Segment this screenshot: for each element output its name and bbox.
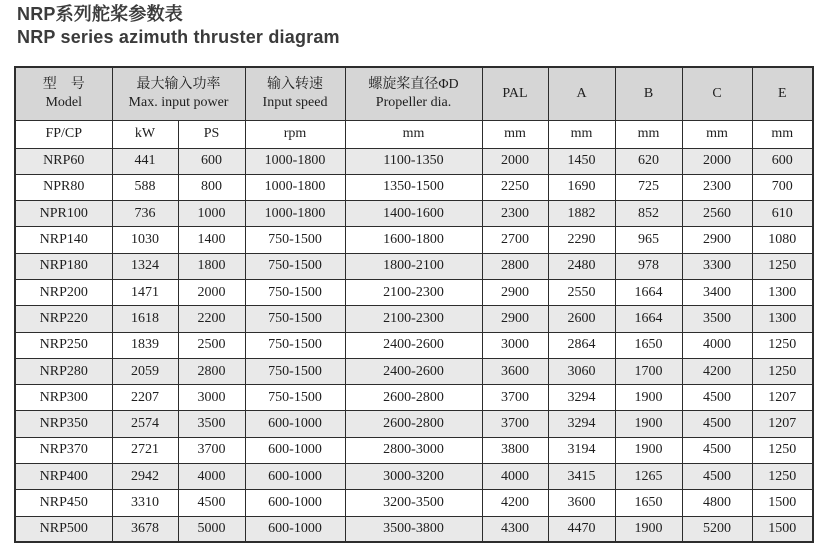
value-cell: 2800 — [482, 253, 548, 279]
value-cell: 1400-1600 — [345, 201, 482, 227]
model-cell: NRP350 — [15, 411, 112, 437]
value-cell: 2400-2600 — [345, 332, 482, 358]
value-cell: 750-1500 — [245, 306, 345, 332]
value-cell: 3000-3200 — [345, 464, 482, 490]
model-cell: NPR80 — [15, 174, 112, 200]
value-cell: 600-1000 — [245, 464, 345, 490]
value-cell: 3060 — [548, 358, 615, 384]
page-title — [0, 0, 830, 49]
value-cell: 2574 — [112, 411, 178, 437]
value-cell: 4470 — [548, 516, 615, 542]
value-cell: 600 — [178, 148, 245, 174]
value-cell: 1450 — [548, 148, 615, 174]
value-cell: 1618 — [112, 306, 178, 332]
value-cell: 3500 — [682, 306, 752, 332]
value-cell: 610 — [752, 201, 813, 227]
value-cell: 1300 — [752, 279, 813, 305]
value-cell: 1690 — [548, 174, 615, 200]
value-cell: 4200 — [482, 490, 548, 516]
value-cell: 2200 — [178, 306, 245, 332]
title-chinese: NRP系列舵桨参数表 — [17, 4, 184, 24]
value-cell: 1324 — [112, 253, 178, 279]
value-cell: 3400 — [682, 279, 752, 305]
value-cell: 3300 — [682, 253, 752, 279]
unit-cell: kW — [112, 120, 178, 148]
value-cell: 5000 — [178, 516, 245, 542]
value-cell: 1500 — [752, 516, 813, 542]
table-row — [15, 201, 813, 227]
value-cell: 1250 — [752, 253, 813, 279]
value-cell: 2721 — [112, 437, 178, 463]
table-row — [15, 148, 813, 174]
parameters-table — [14, 66, 814, 543]
table-row — [15, 227, 813, 253]
value-cell: 2290 — [548, 227, 615, 253]
value-cell: 5200 — [682, 516, 752, 542]
value-cell: 1265 — [615, 464, 682, 490]
value-cell: 3800 — [482, 437, 548, 463]
value-cell: 1000-1800 — [245, 201, 345, 227]
value-cell: 2600-2800 — [345, 385, 482, 411]
value-cell: 2250 — [482, 174, 548, 200]
value-cell: 2560 — [682, 201, 752, 227]
value-cell: 3700 — [178, 437, 245, 463]
value-cell: 2550 — [548, 279, 615, 305]
value-cell: 3294 — [548, 385, 615, 411]
value-cell: 2500 — [178, 332, 245, 358]
header-row — [15, 67, 813, 120]
value-cell: 4800 — [682, 490, 752, 516]
value-cell: 2900 — [482, 279, 548, 305]
value-cell: 2100-2300 — [345, 279, 482, 305]
value-cell: 1471 — [112, 279, 178, 305]
unit-cell: mm — [548, 120, 615, 148]
model-cell: NRP180 — [15, 253, 112, 279]
value-cell: 2600 — [548, 306, 615, 332]
table-header — [15, 67, 813, 148]
table-row — [15, 279, 813, 305]
header-model: 型 号 Model — [15, 67, 112, 120]
value-cell: 4000 — [482, 464, 548, 490]
model-cell: NRP140 — [15, 227, 112, 253]
value-cell: 4000 — [178, 464, 245, 490]
value-cell: 1250 — [752, 332, 813, 358]
table-row — [15, 253, 813, 279]
unit-cell: mm — [482, 120, 548, 148]
value-cell: 2800-3000 — [345, 437, 482, 463]
value-cell: 978 — [615, 253, 682, 279]
unit-cell: mm — [752, 120, 813, 148]
value-cell: 2800 — [178, 358, 245, 384]
value-cell: 2864 — [548, 332, 615, 358]
value-cell: 3000 — [482, 332, 548, 358]
unit-cell: mm — [682, 120, 752, 148]
value-cell: 1700 — [615, 358, 682, 384]
value-cell: 750-1500 — [245, 253, 345, 279]
value-cell: 750-1500 — [245, 227, 345, 253]
units-row — [15, 120, 813, 148]
unit-cell: mm — [615, 120, 682, 148]
value-cell: 1500 — [752, 490, 813, 516]
unit-cell: mm — [345, 120, 482, 148]
value-cell: 620 — [615, 148, 682, 174]
value-cell: 1080 — [752, 227, 813, 253]
value-cell: 2900 — [482, 306, 548, 332]
value-cell: 600-1000 — [245, 516, 345, 542]
value-cell: 441 — [112, 148, 178, 174]
value-cell: 4500 — [682, 437, 752, 463]
value-cell: 1882 — [548, 201, 615, 227]
header-pal: PAL — [482, 67, 548, 120]
header-a: A — [548, 67, 615, 120]
value-cell: 3310 — [112, 490, 178, 516]
header-propeller-dia: 螺旋桨直径ΦD Propeller dia. — [345, 67, 482, 120]
value-cell: 2900 — [682, 227, 752, 253]
model-cell: NRP200 — [15, 279, 112, 305]
value-cell: 3294 — [548, 411, 615, 437]
value-cell: 3000 — [178, 385, 245, 411]
header-c: C — [682, 67, 752, 120]
value-cell: 3700 — [482, 411, 548, 437]
model-cell: NRP220 — [15, 306, 112, 332]
value-cell: 3600 — [548, 490, 615, 516]
model-cell: NRP250 — [15, 332, 112, 358]
table-body — [15, 148, 813, 542]
value-cell: 600-1000 — [245, 411, 345, 437]
value-cell: 3200-3500 — [345, 490, 482, 516]
value-cell: 725 — [615, 174, 682, 200]
value-cell: 2480 — [548, 253, 615, 279]
value-cell: 3700 — [482, 385, 548, 411]
value-cell: 4200 — [682, 358, 752, 384]
value-cell: 1839 — [112, 332, 178, 358]
table-row — [15, 516, 813, 542]
value-cell: 750-1500 — [245, 332, 345, 358]
value-cell: 1900 — [615, 516, 682, 542]
value-cell: 1650 — [615, 490, 682, 516]
model-cell: NRP450 — [15, 490, 112, 516]
value-cell: 1900 — [615, 411, 682, 437]
value-cell: 3500 — [178, 411, 245, 437]
value-cell: 1300 — [752, 306, 813, 332]
value-cell: 1100-1350 — [345, 148, 482, 174]
value-cell: 4500 — [682, 385, 752, 411]
value-cell: 1800 — [178, 253, 245, 279]
value-cell: 800 — [178, 174, 245, 200]
value-cell: 4500 — [178, 490, 245, 516]
value-cell: 3600 — [482, 358, 548, 384]
header-max-input-power: 最大输入功率 Max. input power — [112, 67, 245, 120]
value-cell: 1350-1500 — [345, 174, 482, 200]
value-cell: 1000-1800 — [245, 148, 345, 174]
value-cell: 2300 — [482, 201, 548, 227]
table-row — [15, 306, 813, 332]
value-cell: 1207 — [752, 385, 813, 411]
value-cell: 750-1500 — [245, 385, 345, 411]
value-cell: 750-1500 — [245, 279, 345, 305]
table-row — [15, 437, 813, 463]
unit-cell: FP/CP — [15, 120, 112, 148]
value-cell: 600 — [752, 148, 813, 174]
value-cell: 700 — [752, 174, 813, 200]
value-cell: 736 — [112, 201, 178, 227]
table-row — [15, 174, 813, 200]
value-cell: 600-1000 — [245, 490, 345, 516]
value-cell: 2207 — [112, 385, 178, 411]
header-b: B — [615, 67, 682, 120]
value-cell: 1600-1800 — [345, 227, 482, 253]
value-cell: 4000 — [682, 332, 752, 358]
value-cell: 750-1500 — [245, 358, 345, 384]
table-row — [15, 490, 813, 516]
value-cell: 2000 — [482, 148, 548, 174]
table-row — [15, 464, 813, 490]
value-cell: 1900 — [615, 385, 682, 411]
value-cell: 2100-2300 — [345, 306, 482, 332]
model-cell: NRP370 — [15, 437, 112, 463]
value-cell: 2000 — [682, 148, 752, 174]
value-cell: 2942 — [112, 464, 178, 490]
table-row — [15, 385, 813, 411]
unit-cell: PS — [178, 120, 245, 148]
model-cell: NRP500 — [15, 516, 112, 542]
value-cell: 3194 — [548, 437, 615, 463]
value-cell: 1030 — [112, 227, 178, 253]
value-cell: 3678 — [112, 516, 178, 542]
value-cell: 4500 — [682, 411, 752, 437]
value-cell: 1664 — [615, 306, 682, 332]
value-cell: 1250 — [752, 437, 813, 463]
value-cell: 1664 — [615, 279, 682, 305]
table-row — [15, 332, 813, 358]
header-input-speed: 输入转速 Input speed — [245, 67, 345, 120]
value-cell: 588 — [112, 174, 178, 200]
value-cell: 600-1000 — [245, 437, 345, 463]
value-cell: 2400-2600 — [345, 358, 482, 384]
value-cell: 965 — [615, 227, 682, 253]
value-cell: 2300 — [682, 174, 752, 200]
value-cell: 2600-2800 — [345, 411, 482, 437]
table-row — [15, 411, 813, 437]
value-cell: 2000 — [178, 279, 245, 305]
value-cell: 1000-1800 — [245, 174, 345, 200]
value-cell: 1250 — [752, 464, 813, 490]
value-cell: 4500 — [682, 464, 752, 490]
value-cell: 1900 — [615, 437, 682, 463]
model-cell: NRP400 — [15, 464, 112, 490]
value-cell: 1250 — [752, 358, 813, 384]
value-cell: 1207 — [752, 411, 813, 437]
value-cell: 2700 — [482, 227, 548, 253]
model-cell: NPR100 — [15, 201, 112, 227]
header-e: E — [752, 67, 813, 120]
value-cell: 4300 — [482, 516, 548, 542]
model-cell: NRP300 — [15, 385, 112, 411]
title-english: NRP series azimuth thruster diagram — [17, 27, 340, 47]
unit-cell: rpm — [245, 120, 345, 148]
value-cell: 1650 — [615, 332, 682, 358]
value-cell: 1800-2100 — [345, 253, 482, 279]
value-cell: 3500-3800 — [345, 516, 482, 542]
model-cell: NRP60 — [15, 148, 112, 174]
model-cell: NRP280 — [15, 358, 112, 384]
value-cell: 1400 — [178, 227, 245, 253]
value-cell: 2059 — [112, 358, 178, 384]
value-cell: 852 — [615, 201, 682, 227]
value-cell: 3415 — [548, 464, 615, 490]
value-cell: 1000 — [178, 201, 245, 227]
table-row — [15, 358, 813, 384]
